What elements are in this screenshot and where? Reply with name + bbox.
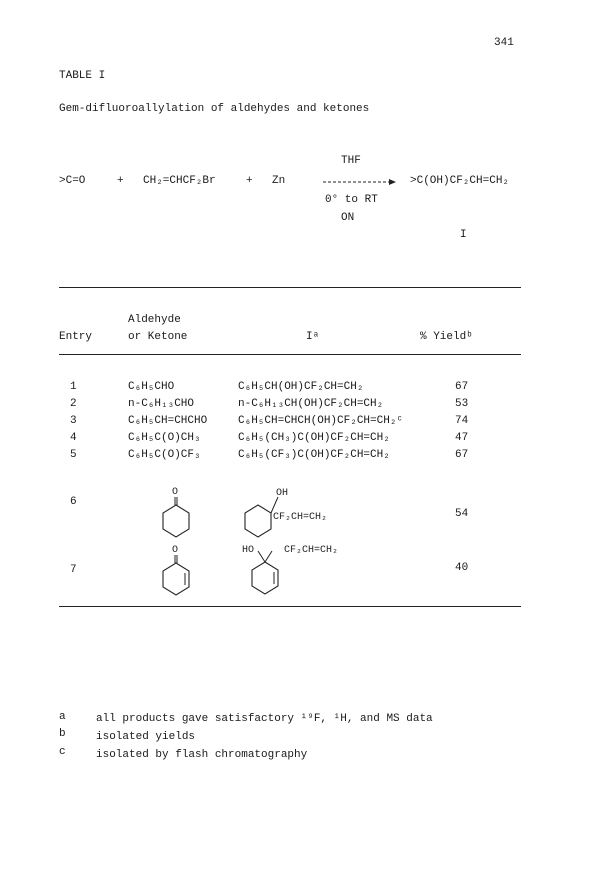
carbonyl-oxygen-label: O (172, 487, 179, 498)
table-row (0, 398, 593, 414)
table-label: TABLE I (59, 70, 106, 82)
scheme-reactant-carbonyl: >C=O (59, 175, 86, 187)
header-rule (59, 354, 521, 355)
footnote-mark: b (59, 728, 66, 740)
reaction-arrow (321, 178, 397, 186)
table-caption: Gem-difluoroallylation of aldehydes and ketones (59, 103, 370, 115)
table-row (0, 449, 593, 465)
hydroxyl-label: OH (276, 488, 289, 499)
table-bottom-rule (59, 606, 521, 607)
product-formula: C₆H₅CH=CHCH(OH)CF₂CH=CH₂ᶜ (238, 415, 404, 427)
product-formula: n-C₆H₁₃CH(OH)CF₂CH=CH₂ (238, 398, 384, 410)
cyclohexanone-structure (150, 484, 202, 542)
table-row (0, 415, 593, 431)
product-formula: C₆H₅(CF₃)C(OH)CF₂CH=CH₂ (238, 449, 390, 461)
scheme-plus: + (246, 175, 253, 187)
entry-number: 3 (70, 415, 77, 427)
substrate-formula: C₆H₅C(O)CH₃ (128, 432, 201, 444)
entry-number: 6 (70, 496, 77, 508)
scheme-time: ON (341, 212, 355, 224)
carbonyl-oxygen-label: O (172, 545, 179, 556)
entry-number: 5 (70, 449, 77, 461)
entry-number: 1 (70, 381, 77, 393)
cyclohexenol-product-structure (232, 540, 372, 600)
footnote-text: isolated yields (96, 731, 196, 743)
product-formula: C₆H₅(CH₃)C(OH)CF₂CH=CH₂ (238, 432, 390, 444)
footnote-text: isolated by flash chromatography (96, 749, 308, 761)
entry-number: 2 (70, 398, 77, 410)
page-number: 341 (494, 37, 514, 49)
yield-value: 74 (455, 415, 469, 427)
yield-value: 67 (455, 381, 469, 393)
footnote-text: all products gave satisfactory ¹⁹F, ¹H, and MS data (96, 713, 433, 725)
scheme-product-label: I (460, 229, 467, 241)
yield-value: 40 (455, 562, 469, 574)
substrate-formula: C₆H₅C(O)CF₃ (128, 449, 201, 461)
header-substrate-line1: Aldehyde (128, 314, 181, 326)
substrate-formula: C₆H₅CHO (128, 381, 175, 393)
footnote-mark: c (59, 746, 66, 758)
table-top-rule (59, 287, 521, 288)
yield-value: 67 (455, 449, 469, 461)
yield-value: 54 (455, 508, 469, 520)
product-formula: C₆H₅CH(OH)CF₂CH=CH₂ (238, 381, 364, 393)
scheme-temperature: 0° to RT (325, 194, 378, 206)
scheme-solvent: THF (341, 155, 361, 167)
scheme-reactant-zinc: Zn (272, 175, 286, 187)
header-entry: Entry (59, 331, 93, 343)
cyclohexenone-structure (150, 542, 202, 600)
substrate-formula: C₆H₅CH=CHCHO (128, 415, 208, 427)
header-yield: % Yieldᵇ (420, 331, 473, 343)
difluoroallyl-label: CF₂CH=CH₂ (273, 512, 328, 523)
scheme-reactant-bromide: CH₂=CHCF₂Br (143, 175, 216, 187)
footnote-mark: a (59, 711, 66, 723)
cyclohexanol-product-structure (232, 484, 372, 542)
yield-value: 47 (455, 432, 469, 444)
scheme-plus: + (117, 175, 124, 187)
table-row (0, 432, 593, 448)
entry-number: 7 (70, 564, 77, 576)
substrate-formula: n-C₆H₁₃CHO (128, 398, 195, 410)
entry-number: 4 (70, 432, 77, 444)
header-substrate-line2: or Ketone (128, 331, 188, 343)
header-product: Iᵃ (306, 331, 320, 343)
hydroxyl-label: HO (242, 545, 255, 556)
scheme-product: >C(OH)CF₂CH=CH₂ (410, 175, 510, 187)
difluoroallyl-label: CF₂CH=CH₂ (284, 545, 339, 556)
yield-value: 53 (455, 398, 469, 410)
table-row (0, 381, 593, 397)
